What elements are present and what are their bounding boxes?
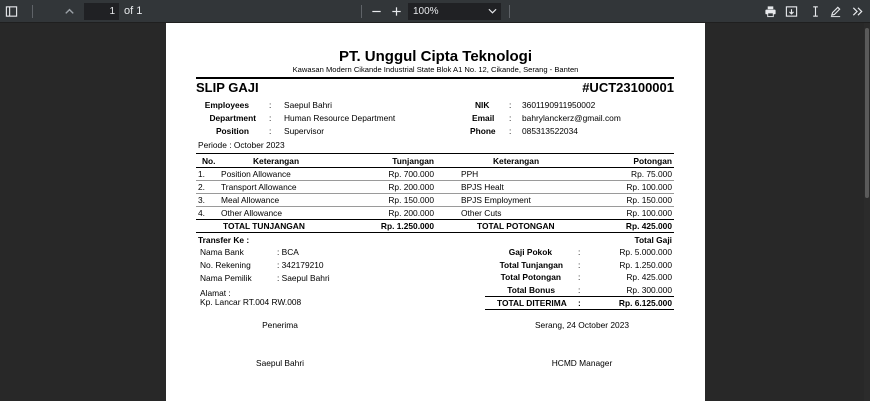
- table-header-border: [196, 167, 674, 168]
- email-value: bahrylanckerz@gmail.com: [522, 113, 621, 123]
- phone-label: Phone: [470, 126, 496, 136]
- header-divider: [196, 77, 674, 79]
- zoom-select[interactable]: [408, 3, 501, 20]
- department-label: Department: [209, 113, 256, 123]
- nik-label: NIK: [475, 100, 490, 110]
- toolbar-divider: [32, 5, 33, 18]
- zoom-out-button[interactable]: [367, 2, 386, 21]
- basic-salary-value: Rp. 5.000.000: [619, 247, 672, 257]
- print-button[interactable]: [761, 2, 780, 21]
- doc-number: #UCT23100001: [582, 80, 674, 95]
- summary-allowance-value: Rp. 1.250.000: [619, 260, 672, 270]
- info-colon: :: [269, 126, 272, 136]
- row-no: 4.: [198, 208, 205, 218]
- summary-colon: :: [578, 260, 581, 270]
- plus-icon: [390, 5, 403, 18]
- nik-value: 3601190911950002: [522, 100, 596, 110]
- receiver-label: Penerima: [262, 320, 298, 330]
- deduction-amount: Rp. 100.000: [626, 208, 672, 218]
- allowance-name: Position Allowance: [221, 169, 291, 179]
- summary-colon: :: [578, 298, 581, 308]
- scrollbar-thumb[interactable]: [865, 28, 869, 198]
- allowance-amount: Rp. 200.000: [388, 182, 434, 192]
- print-icon: [764, 5, 777, 18]
- totals-border: [196, 219, 674, 220]
- employee-value: Saepul Bahri: [284, 100, 332, 110]
- transfer-heading: Transfer Ke :: [198, 235, 250, 245]
- deduction-name: BPJS Employment: [461, 195, 531, 205]
- row-divider: [196, 180, 674, 181]
- total-deduction-value: Rp. 425.000: [625, 221, 672, 231]
- employee-label: Employees: [204, 100, 249, 110]
- sidebar-toggle-button[interactable]: [2, 2, 21, 21]
- row-no: 3.: [198, 195, 205, 205]
- period-label: Periode : October 2023: [198, 140, 285, 150]
- total-salary-heading: Total Gaji: [634, 235, 672, 245]
- deduction-name: PPH: [461, 169, 479, 179]
- email-label: Email: [472, 113, 495, 123]
- deduction-amount: Rp. 150.000: [626, 195, 672, 205]
- company-name: PT. Unggul Cipta Teknologi: [338, 48, 533, 65]
- annotate-button[interactable]: [826, 2, 845, 21]
- pdf-page: [166, 23, 705, 401]
- sidebar-icon: [5, 5, 18, 18]
- col-no-header: No.: [202, 156, 216, 166]
- col-tunjangan-header: Tunjangan: [392, 156, 434, 166]
- download-button[interactable]: [782, 2, 801, 21]
- minus-icon: [370, 5, 383, 18]
- allowance-amount: Rp. 150.000: [388, 195, 434, 205]
- page-number-input[interactable]: [84, 3, 119, 20]
- allowance-amount: Rp. 700.000: [388, 169, 434, 179]
- deduction-amount: Rp. 100.000: [626, 182, 672, 192]
- bonus-value: Rp. 300.000: [626, 285, 672, 295]
- company-address: Kawasan Modern Cikande Industrial State Blok A1 No. 12, Cikande, Serang - Banten: [292, 65, 579, 74]
- text-select-button[interactable]: [806, 2, 825, 21]
- total-deduction-label: TOTAL POTONGAN: [477, 221, 555, 231]
- chevrons-right-icon: [851, 5, 864, 18]
- info-colon: :: [509, 126, 512, 136]
- phone-value: 085313522034: [522, 126, 578, 136]
- info-colon: :: [509, 113, 512, 123]
- prev-page-button[interactable]: [60, 2, 79, 21]
- more-tools-button[interactable]: [848, 2, 867, 21]
- address-label: Alamat :: [200, 288, 231, 298]
- net-salary-label: TOTAL DITERIMA: [497, 298, 567, 308]
- net-bottom-border: [485, 309, 674, 310]
- zoom-in-button[interactable]: [387, 2, 406, 21]
- info-colon: :: [509, 100, 512, 110]
- account-number-label: No. Rekening: [200, 260, 251, 270]
- summary-colon: :: [578, 272, 581, 282]
- allowance-amount: Rp. 200.000: [388, 208, 434, 218]
- doc-title: SLIP GAJI: [196, 80, 259, 95]
- position-value: Supervisor: [284, 126, 325, 136]
- allowance-name: Meal Allowance: [221, 195, 280, 205]
- net-salary-value: Rp. 6.125.000: [618, 298, 672, 308]
- summary-deduction-label: Total Potongan: [500, 272, 561, 282]
- summary-colon: :: [578, 247, 581, 257]
- department-value: Human Resource Department: [284, 113, 396, 123]
- summary-colon: :: [578, 285, 581, 295]
- info-colon: :: [269, 113, 272, 123]
- page-total-label: of 1: [124, 5, 143, 17]
- account-number-value: : 342179210: [277, 260, 324, 270]
- address-value: Kp. Lancar RT.004 RW.008: [200, 297, 302, 307]
- text-cursor-icon: [809, 5, 822, 18]
- net-top-border: [485, 296, 674, 297]
- bank-name-label: Nama Bank: [200, 247, 244, 257]
- toolbar-divider: [509, 5, 510, 18]
- bank-name-value: : BCA: [277, 247, 299, 257]
- place-date: Serang, 24 October 2023: [534, 320, 630, 330]
- approver-name: HCMD Manager: [551, 358, 613, 368]
- position-label: Position: [215, 126, 249, 136]
- row-divider: [196, 206, 674, 207]
- total-allowance-label: TOTAL TUNJANGAN: [223, 221, 305, 231]
- basic-salary-label: Gaji Pokok: [508, 247, 552, 257]
- col-keterangan-left-header: Keterangan: [253, 156, 300, 166]
- row-no: 1.: [198, 169, 205, 179]
- col-keterangan-right-header: Keterangan: [493, 156, 540, 166]
- table-top-border: [196, 153, 674, 154]
- bonus-label: Total Bonus: [507, 285, 555, 295]
- chevron-up-icon: [63, 5, 76, 18]
- summary-deduction-value: Rp. 425.000: [626, 272, 672, 282]
- receiver-name: Saepul Bahri: [256, 358, 304, 368]
- table-bottom-border: [196, 232, 674, 233]
- col-potongan-header: Potongan: [633, 156, 672, 166]
- pen-icon: [829, 5, 842, 18]
- deduction-name: Other Cuts: [461, 208, 502, 218]
- allowance-name: Other Allowance: [221, 208, 282, 218]
- save-icon: [785, 5, 798, 18]
- deduction-name: BPJS Healt: [461, 182, 504, 192]
- deduction-amount: Rp. 75.000: [631, 169, 672, 179]
- account-owner-label: Nama Pemilik: [200, 273, 252, 283]
- toolbar-divider: [361, 5, 362, 18]
- total-allowance-value: Rp. 1.250.000: [380, 221, 434, 231]
- account-owner-value: : Saepul Bahri: [277, 273, 330, 283]
- allowance-name: Transport Allowance: [221, 182, 297, 192]
- info-colon: :: [269, 100, 272, 110]
- summary-allowance-label: Total Tunjangan: [499, 260, 563, 270]
- row-divider: [196, 193, 674, 194]
- chevron-down-icon: [488, 8, 497, 15]
- row-no: 2.: [198, 182, 205, 192]
- zoom-value: 100%: [413, 6, 439, 17]
